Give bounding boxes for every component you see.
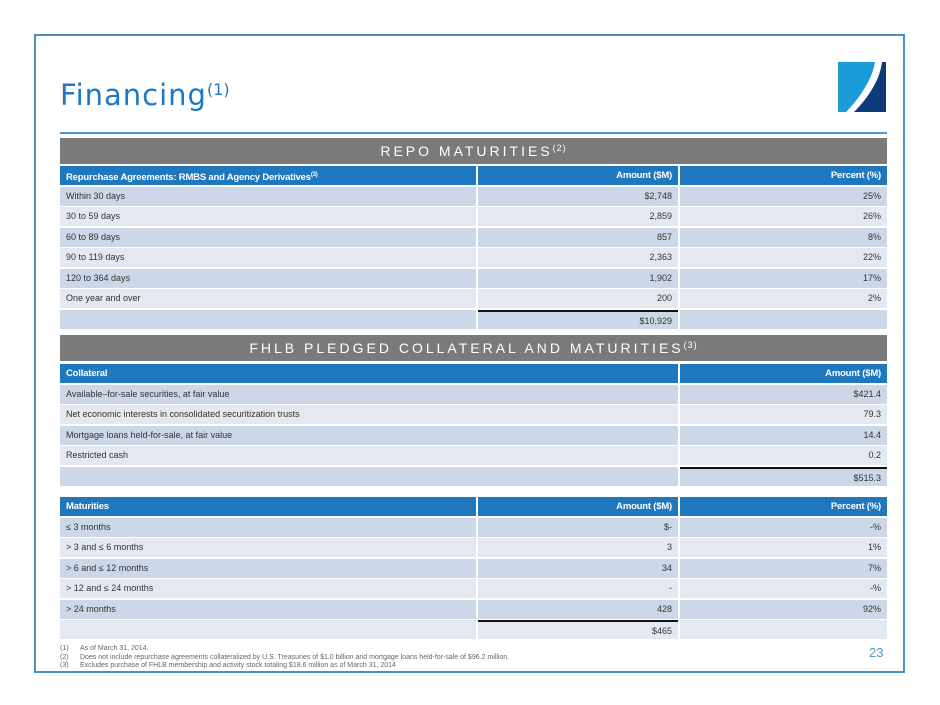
repo-maturities-band <box>60 138 887 164</box>
row-label: > 6 and ≤ 12 months <box>60 559 476 578</box>
repo-col-header-agreements: Repurchase Agreements: RMBS and Agency Derivatives$^{(3)}$ <box>60 166 476 185</box>
row-percent: -% <box>680 579 887 598</box>
row-amount: $2,748 <box>478 187 678 206</box>
maturities-col-header-percent: Percent (%) <box>680 497 887 516</box>
footnote-text: Excludes purchase of FHLB membership and activity stock totaling $18.6 million as of March 31, 2014 <box>80 662 396 669</box>
row-label: Available–for-sale securities, at fair value <box>60 385 678 404</box>
fhlb-band-title: FHLB PLEDGED COLLATERAL AND MATURITIES <box>249 340 684 356</box>
row-label: 60 to 89 days <box>60 228 476 247</box>
row-amount: 0.2 <box>680 446 887 465</box>
row-percent: 26% <box>680 207 887 226</box>
total-row <box>60 467 887 488</box>
title-footnote-marker: (1) <box>206 80 230 99</box>
row-label: 30 to 59 days <box>60 207 476 226</box>
repo-header-row <box>60 166 887 187</box>
row-amount: 200 <box>478 289 678 308</box>
maturities-header-row <box>60 497 887 518</box>
repo-col-header-amount: Amount ($M) <box>478 166 678 185</box>
total-row <box>60 620 887 641</box>
row-amount: 3 <box>478 538 678 557</box>
row-amount: 79.3 <box>680 405 887 424</box>
table-row <box>60 228 887 249</box>
footnote-number: (1) <box>60 645 69 652</box>
total-percent <box>680 310 887 329</box>
footnote <box>60 662 509 671</box>
repo-table <box>60 166 887 330</box>
collateral-table <box>60 364 887 487</box>
row-amount: - <box>478 579 678 598</box>
row-percent: 7% <box>680 559 887 578</box>
row-label: > 24 months <box>60 600 476 619</box>
row-label: 90 to 119 days <box>60 248 476 267</box>
row-amount: 428 <box>478 600 678 619</box>
table-row <box>60 559 887 580</box>
collateral-col-header-label: Collateral <box>60 364 678 383</box>
row-amount: 34 <box>478 559 678 578</box>
footnote <box>60 645 509 654</box>
table-row <box>60 446 887 467</box>
repo-band-footnote: (2) <box>552 143 567 153</box>
company-logo-icon <box>838 62 886 112</box>
table-row <box>60 538 887 559</box>
page-number: 23 <box>869 645 884 660</box>
row-amount: $421.4 <box>680 385 887 404</box>
footnote <box>60 654 509 663</box>
total-percent <box>680 620 887 639</box>
row-label: > 3 and ≤ 6 months <box>60 538 476 557</box>
maturities-col-header-label: Maturities <box>60 497 476 516</box>
row-amount: 1,902 <box>478 269 678 288</box>
row-percent: 25% <box>680 187 887 206</box>
table-row <box>60 248 887 269</box>
footnote-text: As of March 31, 2014. <box>80 645 149 652</box>
table-row <box>60 600 887 621</box>
table-row <box>60 405 887 426</box>
row-label: One year and over <box>60 289 476 308</box>
table-row <box>60 518 887 539</box>
repo-col-header-percent: Percent (%) <box>680 166 887 185</box>
table-row <box>60 426 887 447</box>
fhlb-band <box>60 335 887 361</box>
repo-band-title: REPO MATURITIES <box>380 143 553 159</box>
row-amount: 14.4 <box>680 426 887 445</box>
table-row <box>60 289 887 310</box>
maturities-col-header-amount: Amount ($M) <box>478 497 678 516</box>
total-amount: $465 <box>478 620 678 639</box>
fhlb-band-footnote: (3) <box>683 340 698 350</box>
table-row <box>60 269 887 290</box>
row-percent: -% <box>680 518 887 537</box>
row-percent: 17% <box>680 269 887 288</box>
footnotes <box>60 645 509 671</box>
total-amount: $515.3 <box>680 467 887 486</box>
row-percent: 1% <box>680 538 887 557</box>
maturities-table <box>60 497 887 641</box>
row-label: > 12 and ≤ 24 months <box>60 579 476 598</box>
row-amount: 2,363 <box>478 248 678 267</box>
page-title <box>60 78 230 112</box>
row-amount: 857 <box>478 228 678 247</box>
page-title-text: Financing <box>60 78 207 112</box>
row-percent: 2% <box>680 289 887 308</box>
total-amount: $10,929 <box>478 310 678 329</box>
collateral-header-row <box>60 364 887 385</box>
collateral-col-header-amount: Amount ($M) <box>680 364 887 383</box>
table-row <box>60 385 887 406</box>
title-divider <box>60 132 887 134</box>
total-label <box>60 310 476 329</box>
row-percent: 8% <box>680 228 887 247</box>
footnote-text: Does not include repurchase agreements collateralized by U.S. Treasuries of $1.0 billion and mortgage loans held-for-sale of $96.2 million. <box>80 653 510 661</box>
row-label: Within 30 days <box>60 187 476 206</box>
row-label: 120 to 364 days <box>60 269 476 288</box>
row-label: ≤ 3 months <box>60 518 476 537</box>
row-label: Restricted cash <box>60 446 678 465</box>
row-amount: $- <box>478 518 678 537</box>
table-row <box>60 579 887 600</box>
footnote-number: (2) <box>60 653 69 661</box>
table-row <box>60 187 887 208</box>
footnote-number: (3) <box>60 662 69 669</box>
row-percent: 22% <box>680 248 887 267</box>
row-label: Net economic interests in consolidated securitization trusts <box>60 405 678 424</box>
total-row <box>60 310 887 331</box>
total-label <box>60 467 678 486</box>
total-label <box>60 620 476 639</box>
row-label: Mortgage loans held-for-sale, at fair value <box>60 426 678 445</box>
row-amount: 2,859 <box>478 207 678 226</box>
row-percent: 92% <box>680 600 887 619</box>
table-row <box>60 207 887 228</box>
